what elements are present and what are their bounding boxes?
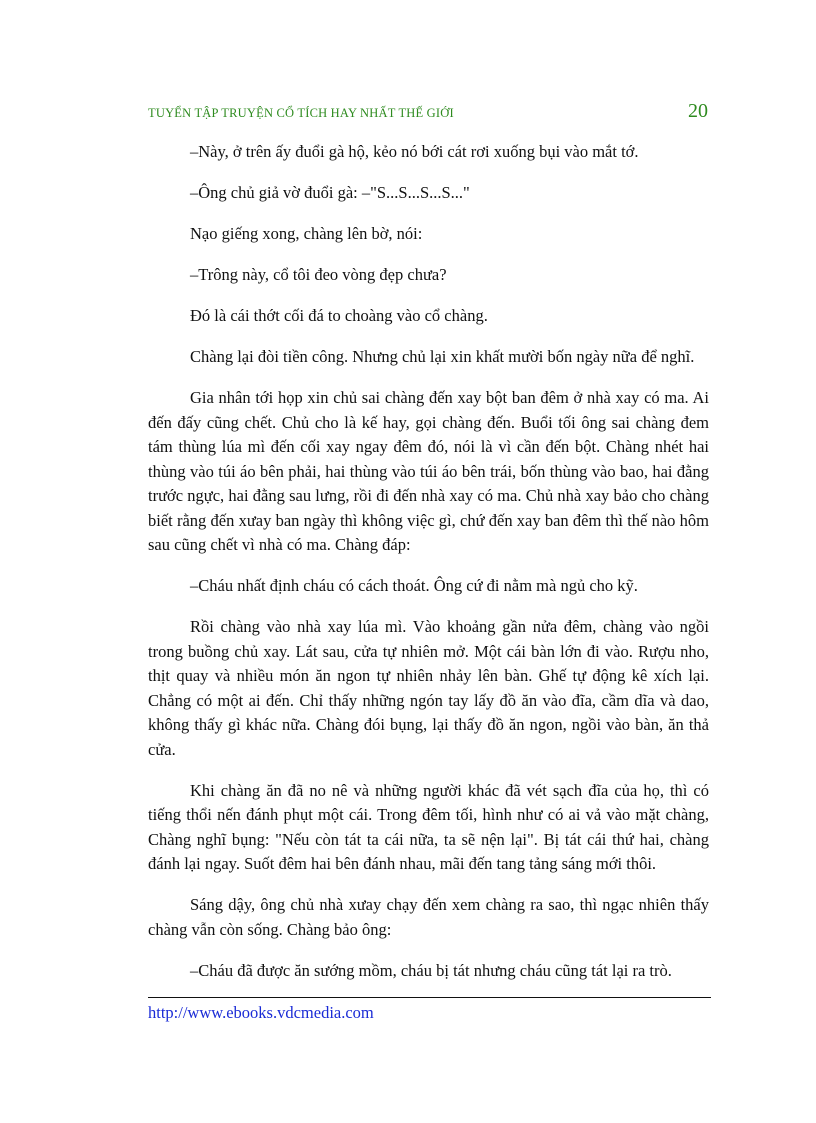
paragraph: Sáng dậy, ông chủ nhà xưay chạy đến xem chàng ra sao, thì ngạc nhiên thấy chàng vẫn còn sống. Chàng bảo ông: xyxy=(148,895,709,939)
paragraph: –Cháu đã được ăn sướng mồm, cháu bị tát nhưng cháu cũng tát lại ra trò. xyxy=(190,960,672,980)
paragraph: Khi chàng ăn đã no nê và những người khác đã vét sạch đĩa của họ, thì có tiếng thổi nến đánh phụt một cái. Trong đêm tối, hình như có ai vả vào mặt chàng, Chàng nghĩ bụng: "Nếu còn tát ta cái nữa, ta sẽ nện lại". Bị tát cái thứ hai, chàng đánh lại ngay. Suốt đêm hai bên đánh nhau, mãi đến tang tảng sáng mới thôi. xyxy=(148,780,709,873)
paragraph: –Này, ở trên ấy đuổi gà hộ, kẻo nó bới cát rơi xuống bụi vào mắt tớ. xyxy=(190,142,639,161)
footer-divider xyxy=(148,997,711,998)
paragraph: Đó là cái thớt cối đá to choàng vào cổ chàng. xyxy=(190,306,488,325)
paragraph: –Ông chủ giả vờ đuổi gà: –"S...S...S...S..." xyxy=(190,183,470,202)
paragraph: –Cháu nhất định cháu có cách thoát. Ông cứ đi nằm mà ngủ cho kỹ. xyxy=(190,576,638,595)
page-number: 20 xyxy=(688,100,708,122)
running-header-title: TUYỂN TẬP TRUYỆN CỔ TÍCH HAY NHẤT THẾ GIỚI xyxy=(148,106,454,120)
footer-website-link[interactable]: http://www.ebooks.vdcmedia.com xyxy=(148,1003,374,1022)
paragraph: Chàng lại đòi tiền công. Nhưng chủ lại xin khất mười bốn ngày nữa để nghĩ. xyxy=(190,347,695,366)
paragraph: Rồi chàng vào nhà xay lúa mì. Vào khoảng gần nửa đêm, chàng vào ngồi trong buồng chủ xay. Lát sau, cửa tự nhiên mở. Một cái bàn lớn đi vào. Rượu nho, thịt quay và nhiều món ăn ngon tự nhiên nhảy lên bàn. Ghế tự động kê xích lại. Chẳng có một ai đến. Chỉ thấy những ngón tay lấy đồ ăn vào đĩa, cầm dĩa và dao, không thấy gì khác nữa. Chàng đói bụng, lại thấy đồ ăn ngon, ngồi vào bàn, ăn thả cửa. xyxy=(148,617,709,759)
story-text xyxy=(148,140,709,1000)
paragraph: Gia nhân tới họp xin chủ sai chàng đến xay bột ban đêm ở nhà xay có ma. Ai đến đấy cũng chết. Chủ cho là kế hay, gọi chàng đến. Buổi tối ông sai chàng đem tám thùng lúa mì đến cối xay ngay đêm đó, nói là vì cần đến bột. Chàng nhét hai thùng vào túi áo bên phải, hai thùng vào túi áo bên trái, bốn thùng vào bao, hai đằng trước ngực, hai đằng sau lưng, rồi đi đến nhà xay có ma. Chủ nhà xay bảo cho chàng biết rằng đến xưay ban ngày thì không việc gì, chứ đến xay ban đêm thì thế nào hôm sau cũng chết vì nhà có ma. Chàng đáp: xyxy=(148,388,709,554)
paragraph: Nạo giếng xong, chàng lên bờ, nói: xyxy=(190,224,423,243)
paragraph: –Trông này, cổ tôi đeo vòng đẹp chưa? xyxy=(190,265,447,284)
